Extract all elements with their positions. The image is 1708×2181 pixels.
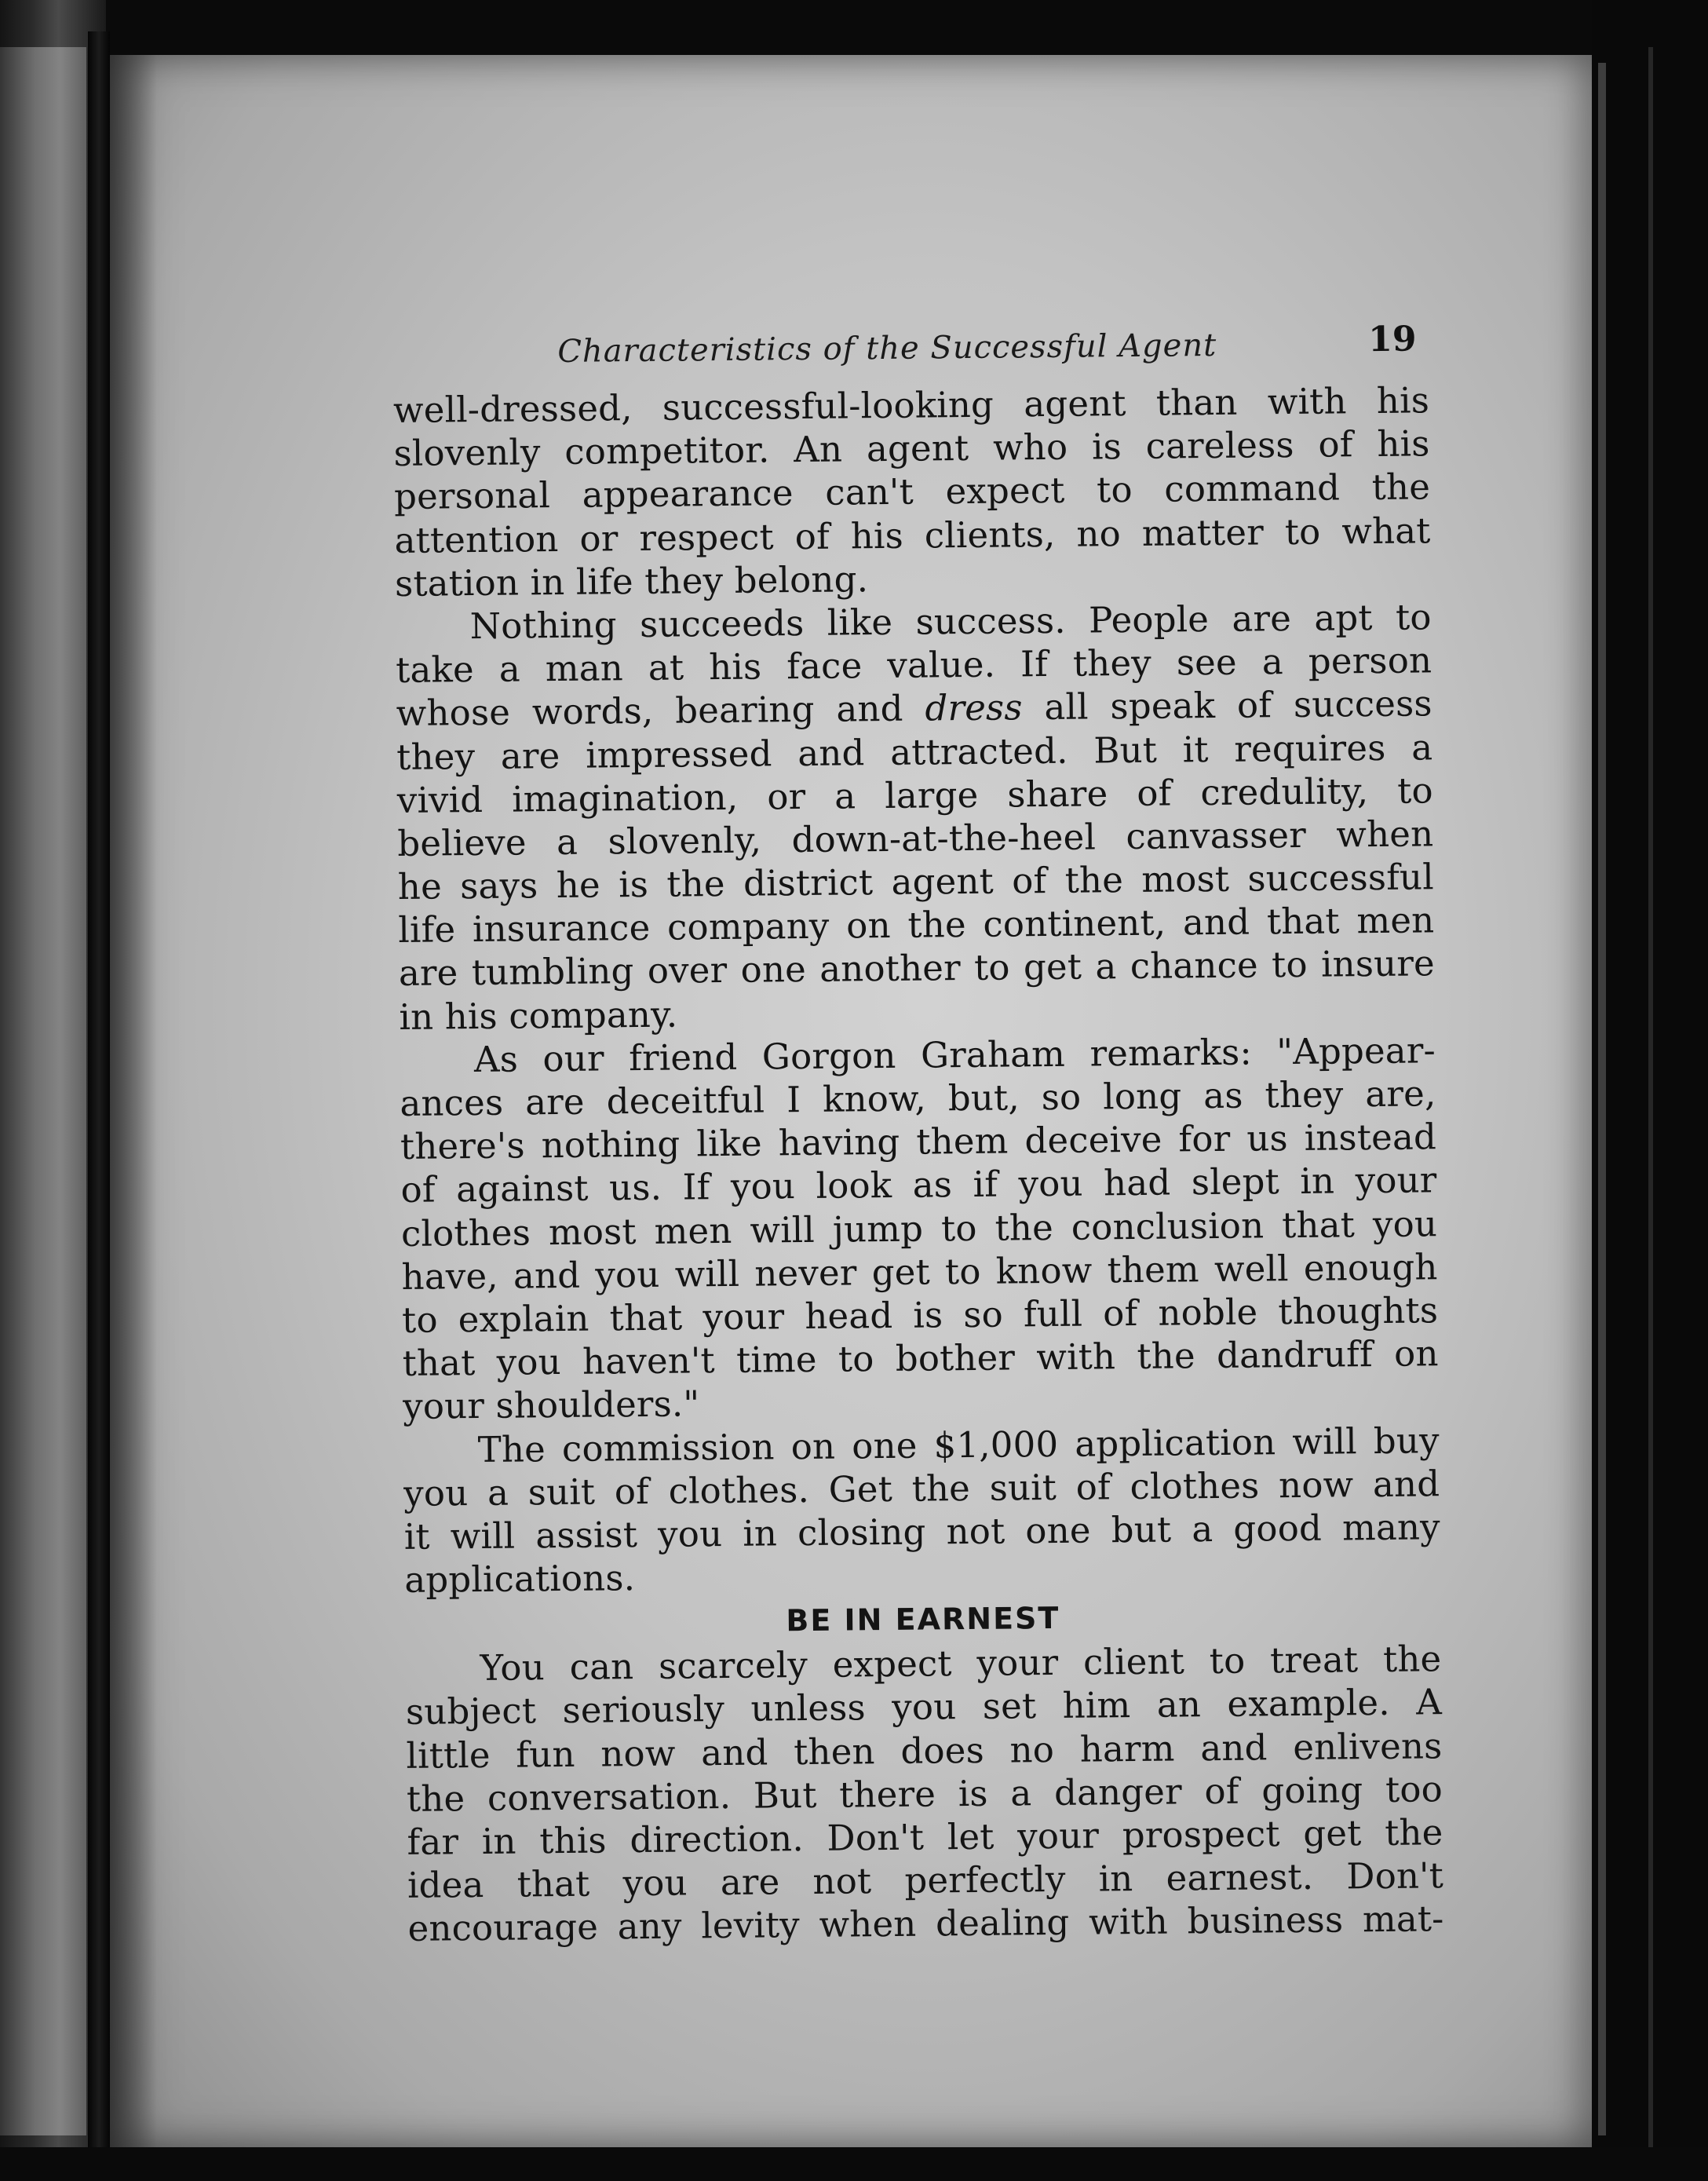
page-number: 19 [1367,319,1417,360]
paragraph [403,1419,1440,1602]
text-line: attention or respect of his clients, no matter to what [394,509,1431,561]
text-line: are tumbling over one another to get a chance to insure [398,942,1436,995]
text-line: vivid imagination, or a large share of credulity, to [396,769,1433,821]
text-line-start: whose words, bearing and [396,688,903,735]
text-line: You can scarcely expect your client to treat the [480,1638,1442,1690]
text-line-end: all speak of success [1044,682,1432,729]
text-line: personal appearance can't expect to command the [393,466,1431,518]
text-line: believe a slovenly, down-at-the-heel canvasser when [397,813,1434,864]
text-line: your shoulders." [402,1383,700,1428]
text-line: encourage any levity when dealing with business mat- [407,1898,1444,1950]
text-line: there's nothing like having them deceive for us instead [400,1116,1437,1168]
film-top-border [0,0,1708,55]
running-title: Characteristics of the Successful Agent [557,327,1217,370]
text-line: applications. [404,1557,636,1601]
text-line: to explain that your head is so full of noble thoughts [401,1289,1439,1341]
text-line: little fun now and then does no harm and enlivens [406,1724,1443,1777]
text-line: well-dressed, successful-looking agent than with his [392,379,1430,431]
text-line: that you haven't time to bother with the dandruff on [402,1332,1439,1385]
book-gutter [88,31,110,2151]
text-line: far in this direction. Don't let your prospect get the [407,1811,1443,1863]
text-line: he says he is the district agent of the most successful [397,856,1435,908]
text-line: station in life they belong. [394,557,869,605]
text-line: of against us. If you look as if you had slept in your [400,1159,1437,1211]
text-line: As our friend Gorgon Graham remarks: "Appear- [473,1029,1436,1080]
film-bottom-border [0,2147,1708,2181]
running-header [392,316,1429,389]
text-line: it will assist you in closing not one but a good many [403,1506,1440,1558]
text-line: the conversation. But there is a danger of going too [406,1768,1443,1820]
page-fold-shadow [110,55,157,2147]
text-line: idea that you are not perfectly in earnest. Don't [407,1854,1444,1907]
text-line: have, and you will never get to know them well enough [401,1246,1438,1298]
text-line: Nothing succeeds like success. People are apt to [469,596,1432,648]
film-right-edge-line [1648,47,1653,2151]
paragraph [395,595,1435,1039]
italic-word: dress [925,686,1023,729]
text-line: life insurance company on the continent, and that men [398,899,1435,952]
paragraph [393,378,1432,605]
paragraph [400,1028,1440,1428]
page-right-edge [1598,63,1606,2135]
page-text-block [392,316,1444,1950]
text-line: in his company. [399,993,678,1038]
text-line: subject seriously unless you set him an example. A [405,1681,1443,1733]
text-line: clothes most men will jump to the conclusion that you [400,1202,1438,1255]
section-heading: BE IN EARNEST [786,1601,1060,1638]
text-line: slovenly competitor. An agent who is careless of his [393,422,1430,475]
facing-page-sliver [0,47,86,2135]
text-line: you a suit of clothes. Get the suit of clothes now and [403,1462,1440,1514]
text-line: take a man at his face value. If they see a person [395,639,1432,692]
text-line: ances are deceitful I know, but, so long as they are, [400,1072,1436,1124]
text-line: they are impressed and attracted. But it requires a [396,725,1433,778]
text-line: The commission on one $1,000 application will buy [477,1419,1440,1470]
paragraph [405,1638,1444,1951]
